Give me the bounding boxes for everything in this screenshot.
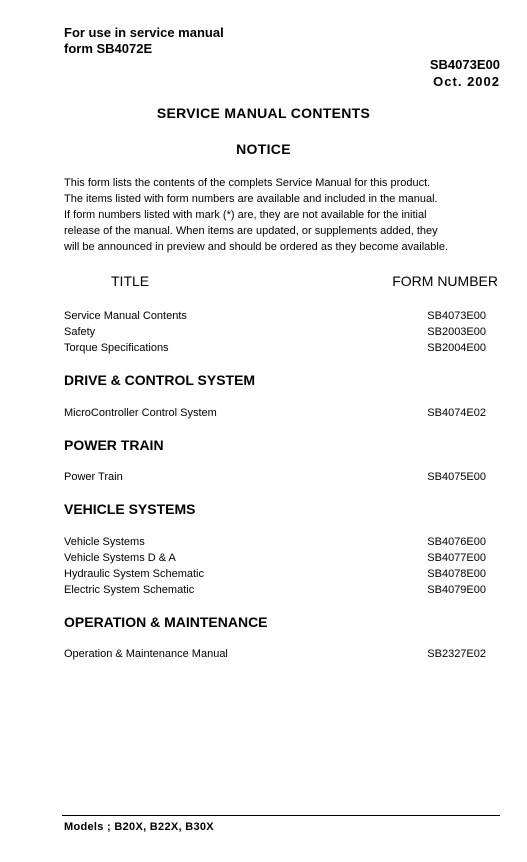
entry-title: Power Train <box>64 471 123 483</box>
page-title: SERVICE MANUAL CONTENTS <box>156 105 371 121</box>
section-heading-vehicle-systems: VEHICLE SYSTEMS <box>64 501 196 517</box>
notice-line: release of the manual. When items are updated, or supplements added, they <box>64 225 438 237</box>
section-heading-power-train: POWER TRAIN <box>64 437 164 453</box>
entry-title: Vehicle Systems <box>64 536 145 548</box>
entry-title: Electric System Schematic <box>64 584 195 596</box>
section-heading-operation-maintenance: OPERATION & MAINTENANCE <box>64 614 268 630</box>
form-note <box>64 25 224 57</box>
contents-row <box>64 648 486 664</box>
entry-form-number: SB4075E00 <box>427 471 486 483</box>
section-heading-drive-control: DRIVE & CONTROL SYSTEM <box>64 372 256 388</box>
contents-row <box>64 342 486 358</box>
contents-row <box>64 326 486 342</box>
entry-form-number: SB2003E00 <box>427 326 486 338</box>
entry-form-number: SB4074E02 <box>427 407 486 419</box>
column-header-title: TITLE <box>111 273 150 289</box>
entry-form-number: SB4077E00 <box>427 552 486 564</box>
footer-divider <box>62 815 500 816</box>
contents-row <box>64 536 486 552</box>
contents-row <box>64 471 486 487</box>
entry-form-number: SB2004E00 <box>427 342 486 354</box>
contents-row <box>64 310 486 326</box>
entry-form-number: SB4079E00 <box>427 584 486 596</box>
entry-form-number: SB4078E00 <box>427 568 486 580</box>
column-header-form-number: FORM NUMBER <box>392 273 498 289</box>
entry-title: Torque Specifications <box>64 342 169 354</box>
document-date: Oct. 2002 <box>433 74 500 89</box>
contents-row <box>64 584 486 600</box>
models-footer: Models ; B20X, B22X, B30X <box>64 821 214 833</box>
notice-body <box>64 175 504 255</box>
contents-row <box>64 407 486 423</box>
entry-form-number: SB2327E02 <box>427 648 486 660</box>
notice-line: The items listed with form numbers are available and included in the manual. <box>64 193 438 205</box>
entry-form-number: SB4073E00 <box>427 310 486 322</box>
notice-line: This form lists the contents of the complets Service Manual for this product. <box>64 177 431 189</box>
entry-title: Service Manual Contents <box>64 310 187 322</box>
entry-title: Safety <box>64 326 96 338</box>
entry-title: Operation & Maintenance Manual <box>64 648 228 660</box>
contents-row <box>64 568 486 584</box>
entry-title: Vehicle Systems D & A <box>64 552 176 564</box>
entry-title: MicroController Control System <box>64 407 217 419</box>
document-id: SB4073E00 <box>429 57 500 72</box>
form-note-line2: form SB4072E <box>64 41 153 56</box>
entry-form-number: SB4076E00 <box>427 536 486 548</box>
form-note-line1: For use in service manual <box>64 25 224 40</box>
contents-row <box>64 552 486 568</box>
entry-title: Hydraulic System Schematic <box>64 568 204 580</box>
notice-line: If form numbers listed with mark (*) are, they are not available for the initial <box>64 209 427 221</box>
notice-title: NOTICE <box>236 141 291 157</box>
notice-line: will be announced in preview and should be ordered as they become available. <box>64 241 449 253</box>
